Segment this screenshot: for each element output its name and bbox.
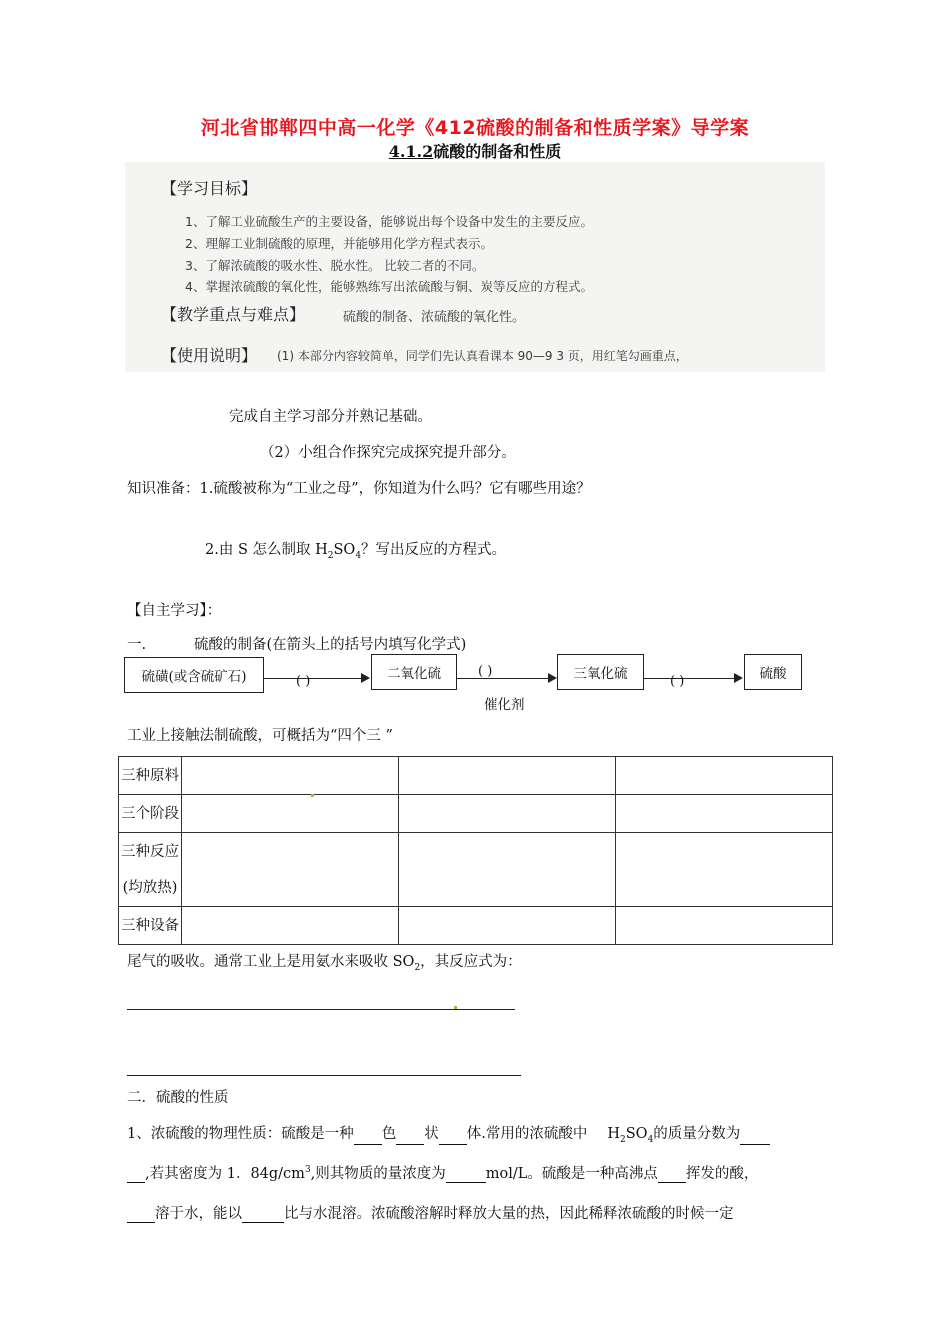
fill-blank[interactable] <box>446 1167 486 1183</box>
table-cell <box>616 795 833 833</box>
section-1-title: 硫酸的制备(在箭头上的括号内填写化学式) <box>194 637 467 653</box>
text: 状 <box>424 1126 439 1142</box>
arrow-head-icon <box>734 673 743 683</box>
table-cell <box>182 907 399 945</box>
row-label <box>119 833 182 907</box>
fill-blank[interactable] <box>127 1167 145 1183</box>
table-cell <box>616 757 833 795</box>
table-cell <box>182 757 399 795</box>
flow-box-so2: 二氧化硫 <box>371 654 457 690</box>
self-study-heading: 【自主学习】： <box>127 603 222 619</box>
flow-paren-2: ( ) <box>478 664 493 679</box>
subscript: 4 <box>647 1134 654 1145</box>
answer-line[interactable] <box>127 1009 515 1010</box>
flow-paren-1: ( ) <box>296 674 311 689</box>
table-row <box>119 757 833 795</box>
table-cell <box>182 795 399 833</box>
tail-gas-end: ，其反应式为： <box>420 954 522 970</box>
focus-heading: 【教学重点与难点】 <box>161 305 306 324</box>
document-subtitle <box>0 139 950 162</box>
table-cell <box>399 833 616 907</box>
text: 挥发的酸， <box>685 1166 759 1182</box>
text: 体.常用的浓硫酸中 <box>466 1126 588 1142</box>
tail-gas-text <box>127 950 522 973</box>
q2-subscript: 2 <box>327 550 334 561</box>
table-cell <box>616 833 833 907</box>
q2-prefix: 2.由 S 怎么制取 H <box>205 542 328 558</box>
goal-item: 3、了解浓硫酸的吸水性、脱水性。 比较二者的不同。 <box>185 258 485 273</box>
usage-text: (1) 本部分内容较简单，同学们先认真看课本 90—9 3 页，用红笔勾画重点， <box>277 349 688 363</box>
table-row <box>119 795 833 833</box>
flow-paren-3: ( ) <box>670 674 685 689</box>
focus-text: 硫酸的制备、浓硫酸的氧化性。 <box>343 310 526 325</box>
table-row <box>119 907 833 945</box>
knowledge-question-2 <box>205 538 506 561</box>
goals-heading: 【学习目标】 <box>161 179 258 198</box>
table-cell <box>399 757 616 795</box>
scanned-objectives-block <box>125 162 825 372</box>
ink-dot <box>311 794 314 797</box>
q2-suffix: ？写出反应的方程式。 <box>361 542 507 558</box>
table-row <box>119 833 833 907</box>
row-label: 三种原料 <box>119 757 182 795</box>
fill-blank[interactable] <box>354 1129 382 1145</box>
text: ,则其物质的量浓度为 <box>310 1166 446 1182</box>
section-1-number: 一. <box>127 637 147 653</box>
property-line-2 <box>127 1162 758 1183</box>
catalyst-label: 催化剂 <box>484 697 525 713</box>
document-title: 河北省邯郸四中高一化学《412硫酸的制备和性质学案》导学案 <box>200 117 750 139</box>
arrow-head-icon <box>361 673 370 683</box>
instruction-line-2: （2）小组合作探究完成探究提升部分。 <box>260 445 516 461</box>
property-line-3 <box>127 1202 734 1223</box>
knowledge-question-1: 知识准备：1.硫酸被称为“工业之母”，你知道为什么吗？它有哪些用途？ <box>127 481 591 497</box>
subtitle-number: 4.1.2 <box>388 142 434 161</box>
flow-box-sulfur: 硫磺(或含硫矿石) <box>124 657 264 693</box>
usage-heading: 【使用说明】 <box>161 346 258 365</box>
section-2-heading: 二．硫酸的性质 <box>127 1090 229 1106</box>
superscript: 3 <box>304 1165 311 1176</box>
text: 色 <box>381 1126 397 1142</box>
flow-arrow-3 <box>644 678 734 679</box>
table-cell <box>399 907 616 945</box>
fill-blank[interactable] <box>127 1207 155 1223</box>
goal-item: 1、了解工业硫酸生产的主要设备，能够说出每个设备中发生的主要反应。 <box>185 214 593 229</box>
fill-blank[interactable] <box>396 1129 424 1145</box>
flow-box-so3: 三氧化硫 <box>557 654 644 690</box>
instruction-line-1: 完成自主学习部分并熟记基础。 <box>229 409 432 425</box>
four-threes-table <box>118 756 833 945</box>
property-line-1 <box>127 1122 770 1145</box>
row-label: 三个阶段 <box>119 795 182 833</box>
text: 1、浓硫酸的物理性质：硫酸是一种 <box>127 1126 354 1142</box>
q2-mid: SO <box>333 542 356 558</box>
fill-blank[interactable] <box>658 1167 686 1183</box>
text: 溶于水，能以 <box>155 1206 242 1222</box>
flow-arrow-1 <box>264 678 361 679</box>
text: 比与水混溶。浓硫酸溶解时释放大量的热，因此稀释浓硫酸的时候一定 <box>284 1206 734 1222</box>
goal-item: 4、掌握浓硫酸的氧化性，能够熟练写出浓硫酸与铜、炭等反应的方程式。 <box>185 279 593 294</box>
ink-dot <box>454 1006 457 1009</box>
text: 的质量分数为 <box>653 1126 741 1142</box>
row-label-line: (均放热) <box>122 879 178 896</box>
fill-blank[interactable] <box>242 1207 284 1223</box>
tail-gas-subscript: 2 <box>414 962 421 973</box>
text: SO <box>625 1126 648 1142</box>
fill-blank[interactable] <box>740 1129 770 1145</box>
answer-line[interactable] <box>127 1075 521 1076</box>
text: ,若其密度为 1．84g/cm <box>145 1166 305 1182</box>
fill-blank[interactable] <box>439 1129 467 1145</box>
row-label-line: 三种反应 <box>121 843 179 860</box>
arrow-head-icon <box>548 673 557 683</box>
q2-subscript: 4 <box>355 550 362 561</box>
subtitle-text: 硫酸的制备和性质 <box>433 142 562 161</box>
tail-gas-main: 尾气的吸收。通常工业上是用氨水来吸收 SO <box>127 954 415 970</box>
text: mol/L。硫酸是一种高沸点 <box>485 1166 658 1182</box>
row-label: 三种设备 <box>119 907 182 945</box>
table-cell <box>399 795 616 833</box>
text: H <box>607 1126 620 1142</box>
table-cell <box>182 833 399 907</box>
four-threes-summary: 工业上接触法制硫酸，可概括为“四个三 ” <box>127 728 393 744</box>
subscript: 2 <box>620 1134 626 1145</box>
flow-box-h2so4: 硫酸 <box>744 654 802 690</box>
table-cell <box>616 907 833 945</box>
flow-arrow-2 <box>457 678 548 679</box>
goal-item: 2、理解工业制硫酸的原理，并能够用化学方程式表示。 <box>185 236 493 251</box>
